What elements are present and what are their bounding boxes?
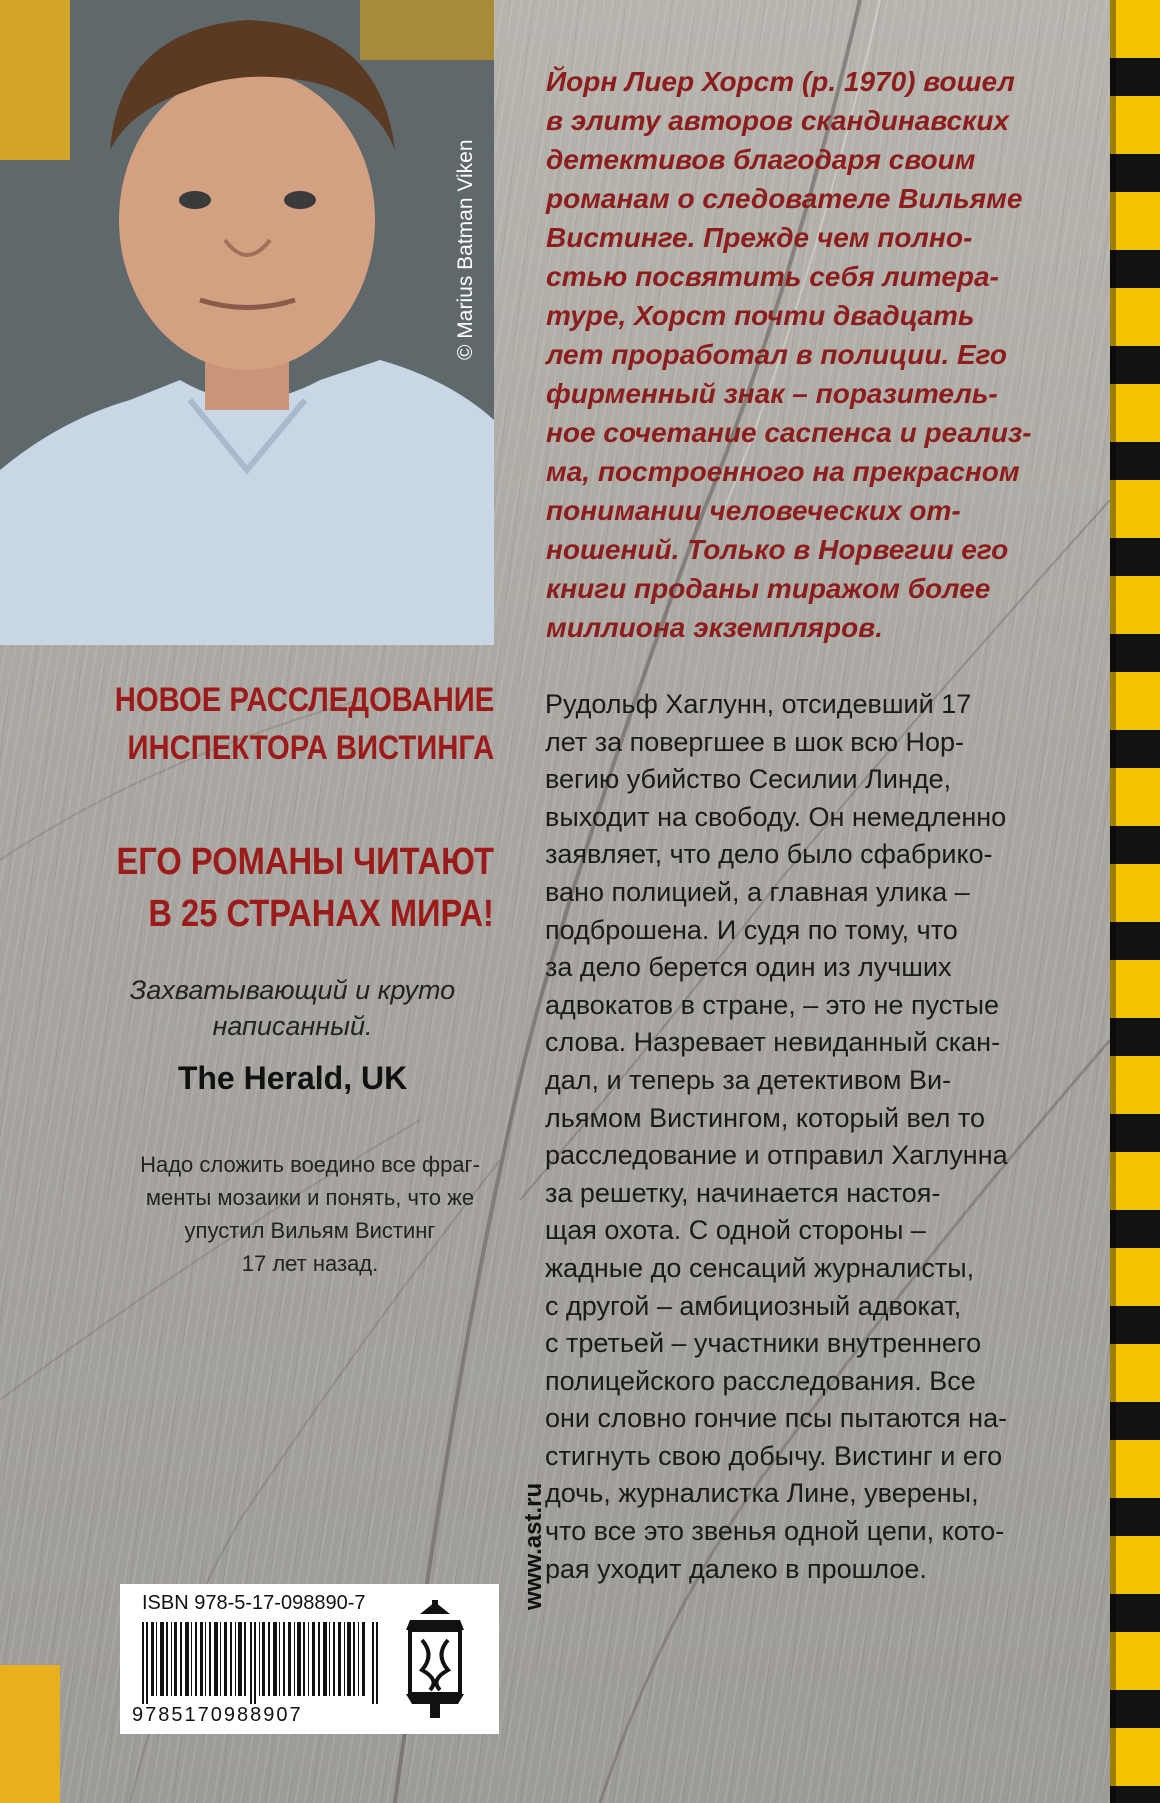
bio-line: миллиона экземпляров. <box>546 612 883 643</box>
summary-line: льямом Вистингом, который вел то <box>545 1102 985 1133</box>
photo-credit: © Marius Batman Viken <box>454 139 477 360</box>
bio-line: романам о следователе Вильяме <box>546 183 1023 214</box>
bio-line: в элиту авторов скандинавских <box>546 105 1009 136</box>
bio-line: ное сочетание саспенса и реализ- <box>546 417 1032 448</box>
summary-line: с третьей – участники внутреннего <box>545 1328 982 1359</box>
praise-blurb <box>110 1148 510 1280</box>
summary-line: подброшена. И судя по тому, что <box>545 914 958 945</box>
bio-line: детективов благодаря своим <box>546 144 976 175</box>
isbn: ISBN 978-5-17-098890-7 <box>142 1592 366 1614</box>
author-portrait <box>0 0 494 645</box>
summary-line: дал, и теперь за детективом Ви- <box>545 1064 952 1095</box>
praise-line: упустил Вильям Вистинг <box>184 1218 436 1243</box>
summary-line: щая охота. С одной стороны – <box>545 1215 926 1246</box>
author-bio <box>546 62 1066 647</box>
author-photo <box>0 0 494 645</box>
tape-accent-bottom <box>0 1665 60 1803</box>
summary-line: что все это звенья одной цепи, кото- <box>545 1516 1005 1547</box>
summary-line: полицейского расследования. Все <box>545 1365 976 1396</box>
publisher-url[interactable]: www.ast.ru <box>520 1482 547 1610</box>
bio-line: лет проработал в полиции. Его <box>546 339 1008 370</box>
summary-line: стигнуть свою добычу. Вистинг и его <box>545 1440 1003 1471</box>
headline-line: НОВОЕ РАССЛЕДОВАНИЕ <box>114 681 494 719</box>
summary-line: выходит на свободу. Он немедленно <box>545 801 1007 832</box>
bio-line: туре, Хорст почти двадцать <box>546 300 975 331</box>
summary-line: адвокатов в стране, – это не пустые <box>545 989 1000 1020</box>
publisher-lantern-logo-icon <box>400 1600 470 1720</box>
summary-line: жадные до сенсаций журналисты, <box>545 1252 975 1283</box>
bio-line: фирменный знак – поразитель- <box>546 378 998 409</box>
praise-line: 17 лет назад. <box>241 1251 379 1276</box>
summary-line: заявляет, что дело было сфабрико- <box>545 839 993 870</box>
summary-line: слова. Назревает невиданный скан- <box>545 1027 1001 1058</box>
summary-line: за дело берется один из лучших <box>545 952 952 983</box>
summary-line: за решетку, начинается настоя- <box>545 1177 941 1208</box>
bio-line: понимании человеческих от- <box>546 495 961 526</box>
summary-line: расследование и отправил Хаглунна <box>545 1140 1008 1171</box>
quote-source: The Herald, UK <box>177 1060 408 1096</box>
summary-line: вегию убийство Сесилии Линде, <box>545 764 952 795</box>
summary-line: они словно гончие псы пытаются на- <box>545 1403 1008 1434</box>
countries-headline <box>117 836 494 940</box>
series-headline <box>115 676 494 772</box>
headline-line: В 25 СТРАНАХ МИРА! <box>148 893 494 935</box>
praise-line: Надо сложить воедино все фраг- <box>140 1152 480 1177</box>
bio-line: Вистинге. Прежде чем полно- <box>546 222 973 253</box>
quote-line: Захватывающий и круто <box>129 975 456 1005</box>
summary-line: рая уходит далеко в прошлое. <box>545 1553 927 1584</box>
bio-line: Йорн Лиер Хорст (р. 1970) вошел <box>546 66 1015 97</box>
stripe-shadow <box>1110 0 1116 1803</box>
summary-line: лет за повергшее в шок всю Нор- <box>545 726 965 757</box>
bio-line: ма, построенного на прекрасном <box>546 456 1020 487</box>
quote-line: написанный. <box>212 1011 373 1041</box>
headline-line: ЕГО РОМАНЫ ЧИТАЮТ <box>116 841 494 883</box>
barcode-digits: 9785170988907 <box>132 1704 303 1726</box>
police-tape-stripe <box>1110 0 1160 1803</box>
headline-line: ИНСПЕКТОРА ВИСТИНГА <box>127 729 494 767</box>
summary-line: Рудольф Хаглунн, отсидевший 17 <box>545 689 972 719</box>
press-quote <box>120 972 465 1044</box>
summary-line: вано полицией, а главная улика – <box>545 876 970 907</box>
summary-line: с другой – амбициозный адвокат, <box>545 1290 962 1321</box>
barcode-box <box>120 1584 499 1734</box>
praise-line: менты мозаики и понять, что же <box>145 1185 475 1210</box>
barcode-icon <box>142 1622 382 1704</box>
summary-line: дочь, журналистка Лине, уверены, <box>545 1478 979 1509</box>
book-summary <box>545 686 1065 1588</box>
bio-line: стью посвятить себя литера- <box>546 261 999 292</box>
bio-line: книги проданы тиражом более <box>546 573 991 604</box>
bio-line: ношений. Только в Норвегии его <box>546 534 1009 565</box>
